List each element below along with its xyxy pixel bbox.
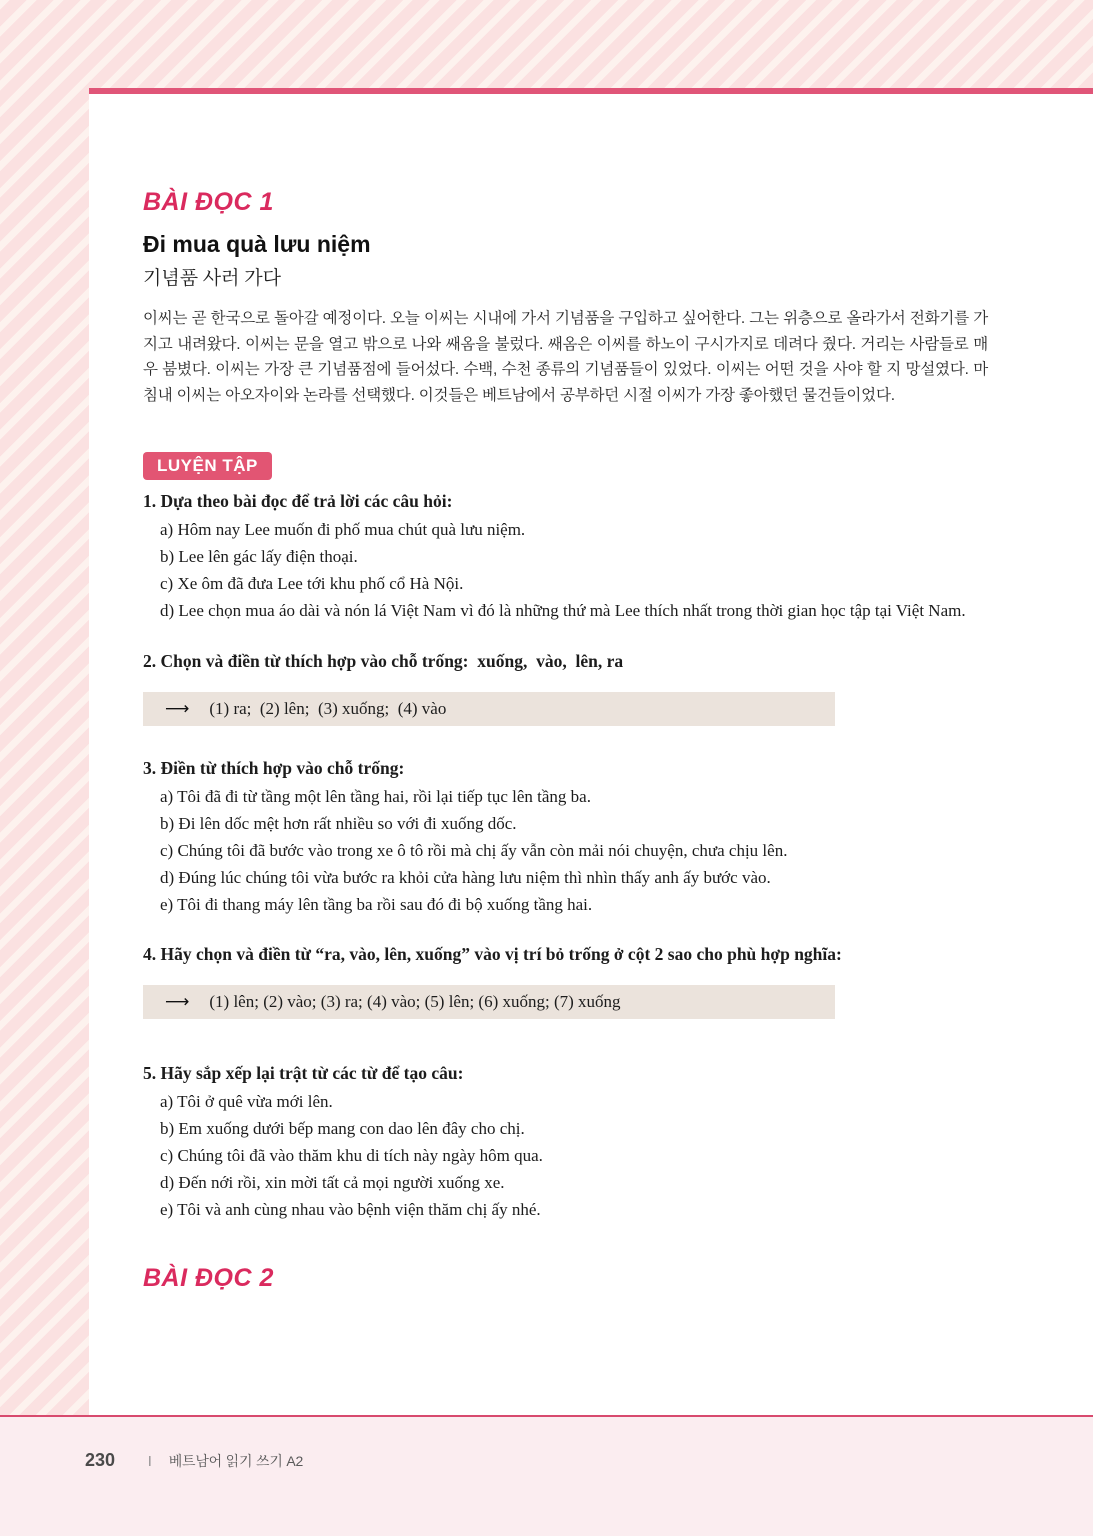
exercise-item: d) Đúng lúc chúng tôi vừa bước ra khỏi cửa hàng lưu niệm thì nhìn thấy anh ấy bước vào.	[160, 868, 771, 887]
page-footer	[0, 1417, 1093, 1536]
exercise-5-title: 5. Hãy sắp xếp lại trật từ các từ để tạo câu:	[143, 1063, 464, 1083]
exercise-item: a) Tôi đã đi từ tầng một lên tầng hai, rồi lại tiếp tục lên tầng ba.	[160, 787, 591, 806]
answer-box	[143, 692, 835, 726]
exercise-1-title: 1. Dựa theo bài đọc để trả lời các câu hỏi:	[143, 491, 453, 511]
exercise-item: c) Chúng tôi đã bước vào trong xe ô tô rồi mà chị ấy vẫn còn mải nói chuyện, chưa chịu lên.	[160, 841, 788, 860]
exercise-4-title: 4. Hãy chọn và điền từ “ra, vào, lên, xuống” vào vị trí bỏ trống ở cột 2 sao cho phù hợp nghĩa:	[143, 944, 842, 964]
content-column	[143, 0, 988, 1290]
exercise-item: a) Tôi ở quê vừa mới lên.	[160, 1092, 333, 1111]
exercise-3	[143, 756, 988, 918]
exercise-item: b) Đi lên dốc mệt hơn rất nhiều so với đi xuống dốc.	[160, 814, 517, 833]
lesson-title-vietnamese: Đi mua quà lưu niệm	[143, 231, 371, 257]
exercise-item: d) Lee chọn mua áo dài và nón lá Việt Nam vì đó là những thứ mà Lee thích nhất trong thời gian học tập tại Việt Nam.	[160, 601, 966, 620]
answer-text: (1) ra; (2) lên; (3) xuống; (4) vào	[209, 699, 447, 718]
exercise-item: c) Xe ôm đã đưa Lee tới khu phố cổ Hà Nội.	[160, 574, 464, 593]
exercise-3-items	[143, 783, 988, 918]
exercise-1-items	[143, 516, 988, 624]
answer-box	[143, 985, 835, 1019]
exercise-5-items	[143, 1088, 988, 1223]
lesson-title-korean: 기념품 사러 가다	[143, 268, 281, 289]
arrow-right-icon: ⟶	[165, 698, 190, 719]
exercise-item: e) Tôi và anh cùng nhau vào bệnh viện thăm chị ấy nhé.	[160, 1200, 541, 1219]
exercise-2-title: 2. Chọn và điền từ thích hợp vào chỗ trống: xuống, vào, lên, ra	[143, 651, 624, 671]
section-title-bai-doc-1: BÀI ĐỌC 1	[143, 188, 274, 216]
exercise-5	[143, 1061, 988, 1223]
left-stripes-decoration	[0, 0, 89, 1415]
book-title: 베트남어 읽기 쓰기 A2	[168, 1452, 304, 1469]
section-title-bai-doc-2: BÀI ĐỌC 2	[143, 1264, 274, 1292]
korean-passage: 이씨는 곧 한국으로 돌아갈 예정이다. 오늘 이씨는 시내에 가서 기념품을 구입하고 싶어한다. 그는 위층으로 올라가서 전화기를 가지고 내려왔다. 이씨는 문을 열고 밖으로 나와 쌔옴을 불렀다. 쌔옴은 이씨를 하노이 구시가지로 데려다 줬다. 거리는 사람들로 매우 붐볐다. 이씨는 가장 큰 기념품점에 들어섰다. 수백, 수천 종류의 기념품들이 있었다. 이씨는 어떤 것을 사야 할 지 망설였다. 마침내 이씨는 아오자이와 논라를 선택했다. 이것들은 베트남에서 공부하던 시절 이씨가 가장 좋아했던 물건들이었다.	[143, 310, 988, 404]
exercise-item: c) Chúng tôi đã vào thăm khu di tích này ngày hôm qua.	[160, 1146, 543, 1165]
exercise-2	[143, 649, 988, 726]
exercise-3-title: 3. Điền từ thích hợp vào chỗ trống:	[143, 758, 405, 778]
practice-badge: LUYỆN TẬP	[143, 452, 272, 480]
exercise-item: b) Em xuống dưới bếp mang con dao lên đây cho chị.	[160, 1119, 525, 1138]
exercise-item: a) Hôm nay Lee muốn đi phố mua chút quà lưu niệm.	[160, 520, 526, 539]
footer-content	[85, 1450, 303, 1471]
footer-separator: ǀ	[148, 1452, 152, 1469]
exercise-item: e) Tôi đi thang máy lên tầng ba rồi sau đó đi bộ xuống tầng hai.	[160, 895, 593, 914]
exercise-item: d) Đến nới rồi, xin mời tất cả mọi người xuống xe.	[160, 1173, 505, 1192]
arrow-right-icon: ⟶	[165, 991, 190, 1012]
answer-text: (1) lên; (2) vào; (3) ra; (4) vào; (5) lên; (6) xuống; (7) xuống	[209, 992, 621, 1011]
exercise-1	[143, 489, 988, 624]
exercise-4	[143, 942, 988, 1019]
page-number: 230	[85, 1450, 116, 1470]
exercise-item: b) Lee lên gác lấy điện thoại.	[160, 547, 358, 566]
